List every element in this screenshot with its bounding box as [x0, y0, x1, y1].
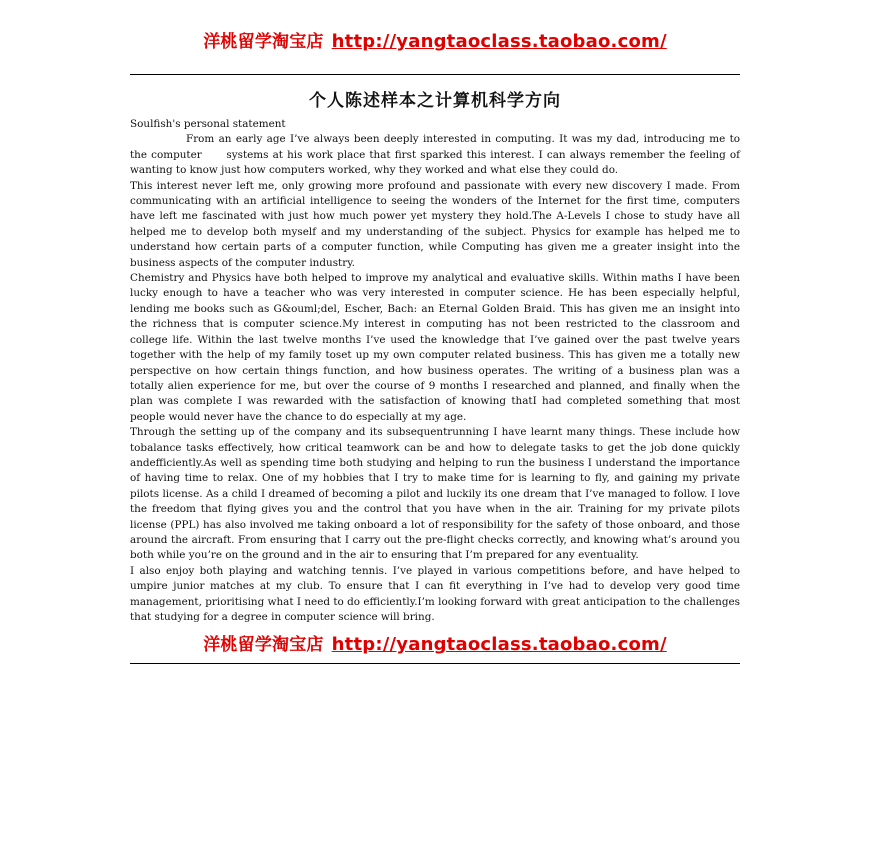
paragraph-2: This interest never left me, only growing more profound and passionate with every new discovery I made. From communicating with an artificial intelligence to seeing the wonders of the Internet for the first time, computers have left me fascinated with just how much power yet mystery they hold.The A-Levels I chose to study have all helped me to develop both myself and my understanding of the subject. Physics for example has helped me to understand how certain parts of a computer function, while Computing has given me a greater insight into the business aspects of the computer industry. — [130, 179, 740, 269]
footer-banner — [130, 633, 740, 657]
document-title: 个人陈述样本之计算机科学方向 — [309, 91, 561, 111]
header-banner — [130, 30, 740, 54]
paragraph-1: From an early age I’ve always been deeply interested in computing. It was my dad, introducing me to the computer systems at his work place that first sparked this interest. I can always remember the feeling of wanting to know just how computers worked, why they worked and what else they could do. — [130, 133, 744, 177]
document-subtitle: Soulfish's personal statement — [130, 118, 286, 130]
paragraph-3: Chemistry and Physics have both helped to improve my analytical and evaluative skills. Within maths I have been lucky enough to have a teacher who was very interested in computer science. He has been especially helpful, lending me books such as G&ouml;del, Escher, Bach: an Eternal Golden Braid. This has given me an insight into the richness that is computer science.My interest in computing has not been restricted to the classroom and college life. Within the last twelve months I’ve used the knowledge that I’ve gained over the past twelve years together with the help of my family toset up my own computer related business. This has given me a totally new perspective on how certain things function, and how business operates. The writing of a business plan was a totally alien experience for me, but over the course of 9 months I researched and planned, and finally when the plan was complete I was rewarded with the satisfaction of knowing thatI had completed something that most people would never have the chance to do especially at my age. — [130, 272, 740, 423]
document-body — [130, 117, 744, 625]
paragraph-5: I also enjoy both playing and watching tennis. I’ve played in various competitions before, and have helped to umpire junior matches at my club. To ensure that I can fit everything in I’ve had to develop very good time management, prioritising what I need to do efficiently.I’m looking forward with great anticipation to the challenges that studying for a degree in computer science will bring. — [130, 564, 740, 623]
document-page — [130, 30, 744, 664]
footer-shop-url-link[interactable]: http://yangtaoclass.taobao.com/ — [331, 634, 667, 656]
shop-name: 洋桃留学淘宝店 — [203, 32, 324, 52]
shop-url-link[interactable]: http://yangtaoclass.taobao.com/ — [331, 31, 667, 52]
paragraph-4: Through the setting up of the company and its subsequentrunning I have learnt many things. These include how tobalance tasks effectively, how critical teamwork can be and how to delegate tasks to get the job done quickly andefficiently.As well as spending time both studying and helping to run the business I understand the importance of having time to relax. One of my hobbies that I try to make time for is learning to fly, and gaining my private pilots license. As a child I dreamed of becoming a pilot and luckily its one dream that I’ve managed to follow. I love the freedom that flying gives you and the control that you have when in the air. Training for my private pilots license (PPL) has also involved me taking onboard a lot of responsibility for the safety of those onboard, and those around the aircraft. From ensuring that I carry out the pre-flight checks correctly, and knowing what’s around you both while you’re on the ground and in the air to ensuring that I’m prepared for any eventuality. — [130, 426, 740, 562]
footer-divider — [130, 663, 740, 664]
footer-shop-name: 洋桃留学淘宝店 — [203, 635, 324, 656]
header-divider — [130, 74, 740, 75]
